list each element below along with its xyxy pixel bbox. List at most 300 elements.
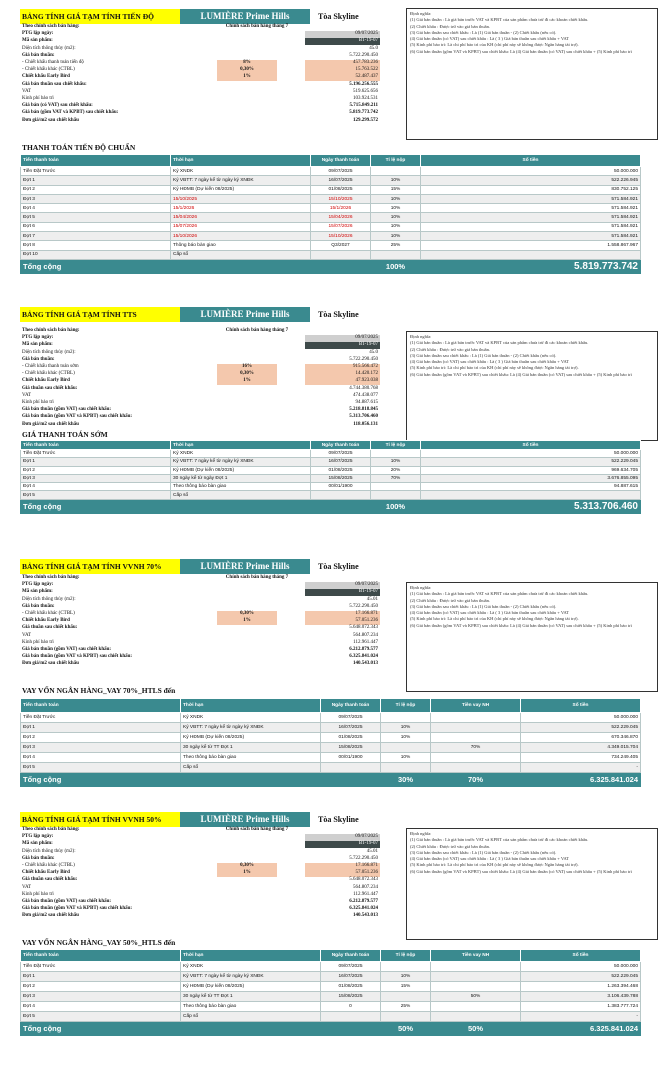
table-row <box>21 194 641 203</box>
column-header: Thời hạn <box>171 441 311 450</box>
table-cell: Cấp sổ <box>181 1012 321 1022</box>
price-field-row <box>22 118 382 125</box>
price-field-row <box>22 589 382 596</box>
table-cell <box>371 483 421 491</box>
field-label: Theo chính sách bán hàng: <box>22 24 80 29</box>
table-row <box>21 204 641 213</box>
table-cell: Ký HĐMB (Dự kiến 08/2025) <box>171 185 311 194</box>
field-label: Kinh phí bảo trì <box>22 639 54 645</box>
field-percent: 1% <box>217 378 277 385</box>
table-cell: 15% <box>371 185 421 194</box>
price-field-row <box>22 906 382 913</box>
table-cell: Đợt 1 <box>21 458 171 466</box>
table-cell: Đợt 3 <box>21 474 171 482</box>
table-cell: 16/07/2025 <box>321 723 381 733</box>
price-field-row <box>22 640 382 647</box>
column-header: Thời hạn <box>181 699 321 713</box>
price-field-row <box>22 53 382 60</box>
table-cell: Ký VBTT: 7 ngày kể từ ngày ký XNĐK <box>171 458 311 466</box>
field-value: 5.722.290.450 <box>349 356 378 362</box>
table-cell: 571.584.921 <box>421 194 641 203</box>
field-label: PTG lập ngày: <box>22 335 54 341</box>
field-value: 47.923.038 <box>305 378 380 385</box>
table-cell: Đợt 6 <box>21 222 171 231</box>
table-cell <box>381 713 431 723</box>
section-early-payment <box>0 306 659 546</box>
field-value: 45.0 <box>369 45 378 51</box>
table-row <box>21 213 641 222</box>
price-field-row <box>22 38 382 45</box>
table-row <box>21 185 641 194</box>
price-field-row <box>22 654 382 661</box>
field-value: 140.543.013 <box>353 913 378 919</box>
table-cell: 16/07/2025 <box>321 972 381 982</box>
table-title: VAY VỐN NGÂN HÀNG_VAY 70%_HTLS đến <box>22 686 176 695</box>
price-field-row <box>22 618 382 625</box>
table-row <box>21 222 641 231</box>
table-row <box>21 1012 641 1022</box>
column-header: Tỉ lệ nộp <box>371 155 421 167</box>
table-cell: Tiền Đặt Trước <box>21 450 171 458</box>
price-field-row <box>22 604 382 611</box>
field-label: Giá bán (có VAT) sau chiết khấu: <box>22 103 93 109</box>
field-value: 5.196.256.555 <box>349 81 378 87</box>
table-title: VAY VỐN NGÂN HÀNG_VAY 50%_HTLS đến <box>22 938 176 947</box>
table-cell: 10% <box>371 222 421 231</box>
field-value: 140.543.013 <box>353 661 378 667</box>
table-cell <box>311 491 371 499</box>
table-cell: Đợt 3 <box>21 992 181 1002</box>
field-value: 5.313.706.460 <box>349 414 378 420</box>
table-cell: 571.584.921 <box>421 213 641 222</box>
table-row <box>21 733 641 743</box>
price-field-row <box>22 67 382 74</box>
price-field-row <box>22 328 382 335</box>
field-value: 09/07/2025 <box>305 582 380 589</box>
tower-name: Tòa Skyline <box>318 12 359 21</box>
table-cell: 30 ngày kể từ TT Đợt 1 <box>181 743 321 753</box>
price-field-row <box>22 393 382 400</box>
field-label: - Chiết khấu khác (CTBL) <box>22 371 75 377</box>
table-cell: Ký VBTT: 7 ngày kể từ ngày ký XNĐK <box>181 723 321 733</box>
field-percent: 0,30% <box>217 371 277 378</box>
field-percent: 1% <box>217 870 277 877</box>
field-value: 6.325.841.024 <box>349 654 378 660</box>
section-loan-50 <box>0 811 659 1051</box>
field-label: Giá bán thuần (gồm VAT và KPBT) sau chiết khấu: <box>22 906 133 912</box>
table-cell: 10% <box>381 753 431 763</box>
column-header: Ngày thanh toán <box>321 950 381 962</box>
price-field-row <box>22 31 382 38</box>
total-cell: 30% <box>381 773 431 787</box>
table-row <box>21 723 641 733</box>
table-cell: 09/07/2025 <box>311 167 371 176</box>
price-field-row <box>22 335 382 342</box>
column-header: Tiền vay NH <box>431 699 521 713</box>
price-field-row <box>22 357 382 364</box>
table-header-row <box>21 699 641 713</box>
table-cell: 571.584.921 <box>421 232 641 241</box>
price-field-row <box>22 841 382 848</box>
section-tag: BẢNG TÍNH GIÁ TẠM TÍNH VVNH 70% <box>20 559 180 574</box>
table-cell: 522.229.045 <box>521 723 641 733</box>
table-cell <box>321 1012 381 1022</box>
price-field-row <box>22 378 382 385</box>
table-cell <box>381 962 431 972</box>
table-cell: 3.676.855.095 <box>421 474 641 482</box>
field-value: 45.01 <box>366 596 378 602</box>
table-row <box>21 232 641 241</box>
table-row <box>21 491 641 499</box>
field-value: 5.648.072.343 <box>349 877 378 883</box>
field-label: Đơn giá/m2 sau chiết khấu <box>22 421 79 427</box>
table-cell <box>421 491 641 499</box>
total-cell: 5.313.706.460 <box>421 499 641 513</box>
price-field-row <box>22 350 382 357</box>
field-value: 52.487.437 <box>305 74 380 81</box>
total-cell: 100% <box>371 499 421 513</box>
tower-name: Tòa Skyline <box>318 562 359 571</box>
field-value: 103.924.531 <box>353 96 378 101</box>
table-cell: Theo thông báo bàn giao <box>181 1002 321 1012</box>
price-field-row <box>22 407 382 414</box>
price-field-row <box>22 633 382 640</box>
table-cell: 10% <box>371 176 421 185</box>
table-header-row <box>21 441 641 450</box>
table-cell: 50.000.000 <box>521 713 641 723</box>
total-label: Tổng cộng <box>21 499 371 513</box>
table-header-row <box>21 950 641 962</box>
field-value: 45.01 <box>366 848 378 854</box>
total-cell: 50% <box>431 1022 521 1036</box>
table-cell: 50.000.000 <box>521 962 641 972</box>
table-cell: Đợt 3 <box>21 743 181 753</box>
table-cell: Đợt 4 <box>21 204 171 213</box>
field-label: Giá bán thuần (gồm VAT và KPBT) sau chiết khấu: <box>22 414 133 420</box>
table-cell: 670.346.870 <box>521 733 641 743</box>
table-cell: 10% <box>371 204 421 213</box>
price-field-row <box>22 386 382 393</box>
table-row <box>21 167 641 176</box>
field-label: Giá bán (gồm VAT và KPBT) sau chiết khấu: <box>22 110 119 116</box>
table-cell: 15% <box>381 982 431 992</box>
field-percent: 0,30% <box>217 67 277 74</box>
table-cell: 15/08/2025 <box>311 474 371 482</box>
table-cell <box>431 1012 521 1022</box>
table-row <box>21 483 641 491</box>
price-field-row <box>22 899 382 906</box>
field-label: PTG lập ngày: <box>22 582 54 588</box>
table-cell: Đợt 7 <box>21 232 171 241</box>
total-row <box>21 1022 641 1036</box>
definition-note: Định nghĩa: (1) Giá bán thuần : Là giá bán trước VAT và KPBT của sản phẩm chưa trừ đi các khoản chiết khấu. (2) Chiết khấu : Được trừ vào giá bán thuần. (3) Giá bán thuần sau chiết khấu : Là (1) Giá bán thuần - (2) Chiết khấu (nếu có). (4) Giá bán thuần (có VAT) sau chiết khấu : Là ( 3 ) Giá bán thuần sau chiết khấu + VAT (5) Kinh phí bảo trì: Là chi phí bảo trì của KH (chỉ phí này sẽ không được Ngân hàng tài trợ). (6) Giá bán thuần (gồm VAT và KPBT) sau chiết khấu: Là (4) Giá bán thuần (có VAT) sau chiết khấu + (5) Kinh phí bảo trì <box>406 331 658 441</box>
field-value: 09/07/2025 <box>305 834 380 841</box>
price-field-row <box>22 46 382 53</box>
table-cell: 10% <box>381 972 431 982</box>
table-cell: 734.249.405 <box>521 753 641 763</box>
table-cell: 10% <box>381 723 431 733</box>
field-percent: Chính sách bán hàng tháng 7 <box>225 575 289 580</box>
table-cell: Ký HĐMB (Dự kiến 08/2025) <box>181 982 321 992</box>
table-row <box>21 743 641 753</box>
definition-note: Định nghĩa: (1) Giá bán thuần : Là giá bán trước VAT và KPBT của sản phẩm chưa trừ đi các khoản chiết khấu. (2) Chiết khấu : Được trừ vào giá bán thuần. (3) Giá bán thuần sau chiết khấu : Là (1) Giá bán thuần - (2) Chiết khấu (nếu có). (4) Giá bán thuần (có VAT) sau chiết khấu : Là ( 3 ) Giá bán thuần sau chiết khấu + VAT (5) Kinh phí bảo trì: Là chi phí bảo trì của KH (chỉ phí này sẽ không được Ngân hàng tài trợ). (6) Giá bán thuần (gồm VAT và KPBT) sau chiết khấu: Là (4) Giá bán thuần (có VAT) sau chiết khấu + (5) Kinh phí bảo trì <box>406 582 658 692</box>
price-field-row <box>22 364 382 371</box>
table-cell: 01/08/2025 <box>321 733 381 743</box>
field-label: - Chiết khấu khác (CTBL) <box>22 67 75 73</box>
field-label: VAT <box>22 88 32 94</box>
price-field-row <box>22 877 382 884</box>
table-cell: 0 <box>321 1002 381 1012</box>
field-value: B1-19-07 <box>305 38 380 45</box>
price-field-row <box>22 885 382 892</box>
definition-note: Định nghĩa: (1) Giá bán thuần : Là giá bán trước VAT và KPBT của sản phẩm chưa trừ đi các khoản chiết khấu. (2) Chiết khấu : Được trừ vào giá bán thuần. (3) Giá bán thuần sau chiết khấu : Là (1) Giá bán thuần - (2) Chiết khấu (nếu có). (4) Giá bán thuần (có VAT) sau chiết khấu : Là ( 3 ) Giá bán thuần sau chiết khấu + VAT (5) Kinh phí bảo trì: Là chi phí bảo trì của KH (chỉ phí này sẽ không được Ngân hàng tài trợ). (6) Giá bán thuần (gồm VAT và KPBT) sau chiết khấu: Là (4) Giá bán thuần (có VAT) sau chiết khấu + (5) Kinh phí bảo trì <box>406 8 658 140</box>
table-cell: Ký XNDK <box>181 713 321 723</box>
price-field-row <box>22 661 382 668</box>
column-header: Số tiền <box>421 441 641 450</box>
table-cell: Đợt 5 <box>21 213 171 222</box>
total-row <box>21 499 641 513</box>
table-cell: 10% <box>371 194 421 203</box>
column-header: Tiền vay NH <box>431 950 521 962</box>
table-cell: 15/10/2026 <box>311 232 371 241</box>
field-value: 112.961.447 <box>353 891 378 897</box>
table-row <box>21 713 641 723</box>
field-value: 09/07/2025 <box>305 335 380 342</box>
field-label: Mã sản phẩm: <box>22 342 53 348</box>
table-title: GIÁ THANH TOÁN SỚM <box>22 430 108 439</box>
field-value: B1-19-07 <box>305 342 380 349</box>
field-label: Giá bán thuần (gồm VAT và KPBT) sau chiết khấu: <box>22 654 133 660</box>
price-field-row <box>22 96 382 103</box>
price-field-row <box>22 74 382 81</box>
table-cell: Ký HĐMB (Dự kiến 08/2025) <box>181 733 321 743</box>
table-row <box>21 458 641 466</box>
field-value: 474.438.077 <box>353 392 378 398</box>
table-cell: 10% <box>371 232 421 241</box>
field-label: Theo chính sách bán hàng: <box>22 575 80 580</box>
table-cell: 94.887.615 <box>421 483 641 491</box>
column-header: Số tiền <box>521 699 641 713</box>
table-cell: Đợt 4 <box>21 1002 181 1012</box>
tower-name: Tòa Skyline <box>318 815 359 824</box>
table-cell <box>381 763 431 773</box>
field-label: VAT <box>22 884 32 890</box>
table-cell: 10% <box>371 458 421 466</box>
table-cell: 16/07/2025 <box>311 458 371 466</box>
column-header: Số tiền <box>521 950 641 962</box>
total-label: Tổng cộng <box>21 773 381 787</box>
table-cell <box>431 982 521 992</box>
field-label: Chiết khấu Early Bird <box>22 74 70 80</box>
table-cell: 25% <box>371 241 421 250</box>
price-field-row <box>22 913 382 920</box>
table-cell: 571.584.921 <box>421 222 641 231</box>
field-label: Diện tích thông thủy (m2): <box>22 596 76 602</box>
table-row <box>21 753 641 763</box>
field-label: Chiết khấu Early Bird <box>22 618 70 624</box>
field-label: Giá bán thuần (gồm VAT) sau chiết khấu: <box>22 899 112 904</box>
price-field-row <box>22 400 382 407</box>
table-cell <box>321 763 381 773</box>
definition-note: Định nghĩa: (1) Giá bán thuần : Là giá bán trước VAT và KPBT của sản phẩm chưa trừ đi các khoản chiết khấu. (2) Chiết khấu : Được trừ vào giá bán thuần. (3) Giá bán thuần sau chiết khấu : Là (1) Giá bán thuần - (2) Chiết khấu (nếu có). (4) Giá bán thuần (có VAT) sau chiết khấu : Là ( 3 ) Giá bán thuần sau chiết khấu + VAT (5) Kinh phí bảo trì: Là chi phí bảo trì của KH (chỉ phí này sẽ không được Ngân hàng tài trợ). (6) Giá bán thuần (gồm VAT và KPBT) sau chiết khấu: Là (4) Giá bán thuần (có VAT) sau chiết khấu + (5) Kinh phí bảo trì <box>406 828 658 940</box>
field-value: 112.961.447 <box>353 639 378 645</box>
project-brand: LUMIÈRE Prime Hills <box>180 307 310 322</box>
field-value: 09/07/2025 <box>305 31 380 38</box>
price-field-row <box>22 625 382 632</box>
field-value: B1-19-07 <box>305 841 380 848</box>
table-cell <box>371 250 421 259</box>
table-cell: 00/01/1900 <box>321 753 381 763</box>
table-cell: 20% <box>371 466 421 474</box>
tower-name: Tòa Skyline <box>318 310 359 319</box>
table-cell: Đợt 5 <box>21 491 171 499</box>
column-header: Ngày thanh toán <box>311 155 371 167</box>
price-field-row <box>22 422 382 429</box>
field-label: Diện tích thông thủy (m2): <box>22 45 76 51</box>
price-field-row <box>22 870 382 877</box>
total-row <box>21 259 641 273</box>
table-cell: 522.226.945 <box>421 176 641 185</box>
table-cell: Đợt 2 <box>21 185 171 194</box>
table-cell: Đợt 8 <box>21 241 171 250</box>
field-label: Mã sản phẩm: <box>22 38 53 44</box>
table-cell: 1.558.867.967 <box>421 241 641 250</box>
table-cell: Tiền Đặt Trước <box>21 713 181 723</box>
table-cell: Cấp sổ <box>181 763 321 773</box>
column-header: Ngày thanh toán <box>321 699 381 713</box>
field-label: - Chiết khấu khác (CTBL) <box>22 863 75 868</box>
field-label: PTG lập ngày: <box>22 31 54 37</box>
field-value: 94.887.615 <box>355 400 378 405</box>
field-label: VAT <box>22 632 32 638</box>
table-cell: 50.000.000 <box>421 450 641 458</box>
table-row <box>21 992 641 1002</box>
field-label: Mã sản phẩm: <box>22 589 53 595</box>
table-cell: Tiền Đặt Trước <box>21 167 171 176</box>
table-cell: 3.106.439.788 <box>521 992 641 1002</box>
table-cell: 1.383.777.724 <box>521 1002 641 1012</box>
price-field-row <box>22 834 382 841</box>
total-cell: 50% <box>381 1022 431 1036</box>
table-cell: 01/08/2025 <box>321 982 381 992</box>
field-percent: Chính sách bán hàng tháng 7 <box>225 24 289 29</box>
table-cell: Đợt 5 <box>21 763 181 773</box>
table-cell <box>381 743 431 753</box>
table-cell: 70% <box>371 474 421 482</box>
table-cell: 09/07/2025 <box>321 962 381 972</box>
column-header: Số tiền <box>421 155 641 167</box>
field-value: 5.722.290.450 <box>349 855 378 861</box>
table-cell <box>421 250 641 259</box>
project-brand: LUMIÈRE Prime Hills <box>180 9 310 24</box>
column-header: Tiến thanh toán <box>21 950 181 962</box>
table-cell: Theo thông báo bàn giao <box>171 483 311 491</box>
table-cell: 15/10/2026 <box>171 232 311 241</box>
field-value: 5.715.849.211 <box>349 103 378 109</box>
table-cell: 522.229.045 <box>421 458 641 466</box>
field-percent: Chính sách bán hàng tháng 7 <box>225 328 289 333</box>
field-percent: 1% <box>217 618 277 625</box>
price-field-row <box>22 597 382 604</box>
price-field-row <box>22 611 382 618</box>
table-cell: Đợt 2 <box>21 982 181 992</box>
field-value: 6.325.841.024 <box>349 906 378 912</box>
section-tag: BẢNG TÍNH GIÁ TẠM TÍNH TTS <box>20 307 180 322</box>
price-field-row <box>22 863 382 870</box>
field-label: Giá bán thuần (gồm VAT) sau chiết khấu: <box>22 647 112 652</box>
field-value: 45.0 <box>369 349 378 355</box>
table-cell: 969.634.705 <box>421 466 641 474</box>
field-value: 17.166.871 <box>305 863 380 870</box>
field-value: 564.807.234 <box>353 632 378 638</box>
table-row <box>21 972 641 982</box>
field-value: 5.648.072.343 <box>349 625 378 631</box>
field-value: 6.212.879.577 <box>349 899 378 904</box>
field-label: Giá thuần sau chiết khấu: <box>22 385 78 391</box>
total-label: Tổng cộng <box>21 1022 381 1036</box>
column-header: Thời hạn <box>181 950 321 962</box>
table-cell: 16/07/2025 <box>311 176 371 185</box>
project-brand: LUMIÈRE Prime Hills <box>180 812 310 827</box>
field-percent: 0,30% <box>217 863 277 870</box>
field-label: Kinh phí bảo trì <box>22 96 54 101</box>
column-header: Thời hạn <box>171 155 311 167</box>
field-percent: 16% <box>217 364 277 371</box>
price-field-row <box>22 647 382 654</box>
total-cell: 6.325.841.024 <box>521 1022 641 1036</box>
table-cell <box>431 733 521 743</box>
total-cell: 70% <box>431 773 521 787</box>
table-row <box>21 982 641 992</box>
section-tag: BẢNG TÍNH GIÁ TẠM TÍNH VVNH 50% <box>20 812 180 827</box>
table-cell: 01/08/2025 <box>311 185 371 194</box>
field-value: 57.051.236 <box>305 618 380 625</box>
column-header: Tỉ lệ nộp <box>381 950 431 962</box>
field-value: 5.819.773.742 <box>349 110 378 116</box>
table-cell: 830.752.125 <box>421 185 641 194</box>
price-field-row <box>22 60 382 67</box>
table-cell: 50.000.000 <box>421 167 641 176</box>
column-header: Tiến thanh toán <box>21 699 181 713</box>
table-cell <box>381 992 431 1002</box>
price-field-row <box>22 827 382 834</box>
table-cell: 30 ngày kể từ ngày Đợt 1 <box>171 474 311 482</box>
table-cell: Ký HĐMB (Dự kiến 08/2025) <box>171 466 311 474</box>
price-field-row <box>22 892 382 899</box>
table-cell <box>431 723 521 733</box>
table-cell: Q3/2027 <box>311 241 371 250</box>
field-label: - Chiết khấu thanh toán sớm <box>22 364 79 369</box>
table-header-row <box>21 155 641 167</box>
table-cell: 00/01/1900 <box>311 483 371 491</box>
table-row <box>21 474 641 482</box>
table-cell: Tiền Đặt Trước <box>21 962 181 972</box>
field-label: Giá bán thuần: <box>22 855 55 861</box>
table-cell: Đợt 4 <box>21 483 171 491</box>
field-label: Giá bán thuần: <box>22 603 55 609</box>
total-row <box>21 773 641 787</box>
table-cell <box>381 1012 431 1022</box>
field-label: Giá bán thuần: <box>22 52 55 58</box>
field-value: 519.625.656 <box>353 88 378 94</box>
price-field-row <box>22 24 382 31</box>
table-cell: 571.584.921 <box>421 204 641 213</box>
table-cell: 15/08/2025 <box>321 743 381 753</box>
price-field-row <box>22 856 382 863</box>
table-cell <box>431 753 521 763</box>
table-cell: 15/04/2026 <box>171 213 311 222</box>
field-label: Đơn giá/m2 sau chiết khấu <box>22 117 79 123</box>
